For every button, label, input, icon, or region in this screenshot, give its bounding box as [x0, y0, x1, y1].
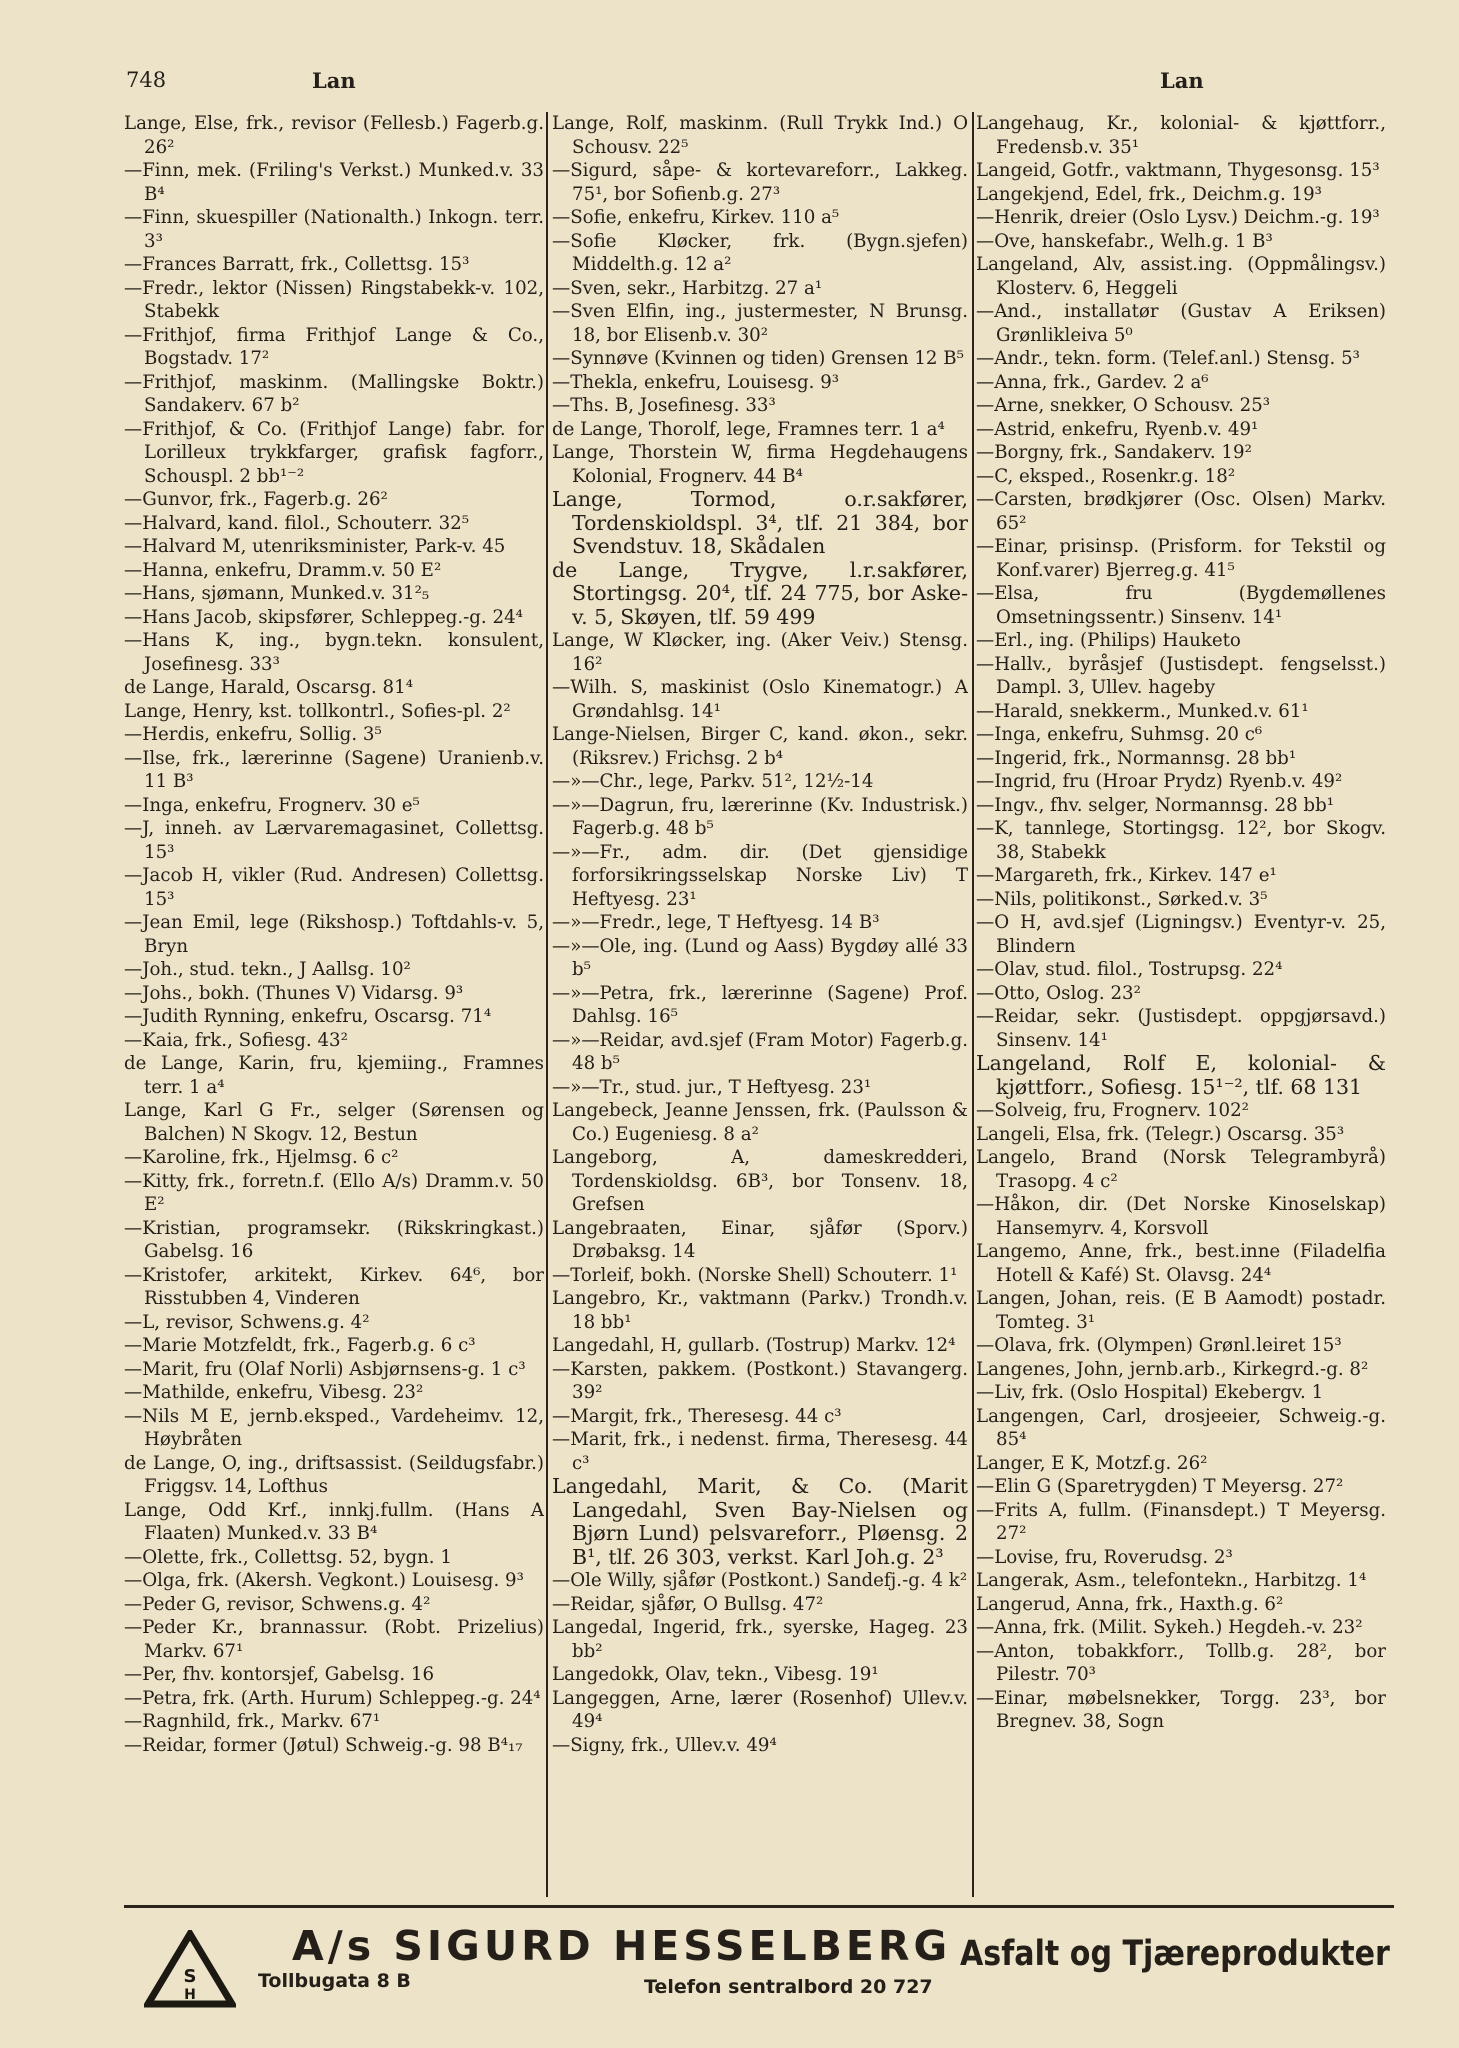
directory-entry: —O H, avd.sjef (Ligningsv.) Eventyr-v. 25, Blindern	[976, 912, 1386, 957]
directory-entry: —Sven, sekr., Harbitzg. 27 a¹	[552, 277, 823, 299]
company-products: Asfalt og Tjæreprodukter	[960, 1934, 1390, 1974]
directory-entry: Langedal, Ingerid, frk., syerske, Hageg. 23 bb²	[552, 1617, 968, 1662]
directory-entry: Lange, Karl G Fr., selger (Sørensen og Balchen) N Skogv. 12, Bestun	[124, 1100, 544, 1145]
column-3	[976, 112, 1386, 1900]
directory-entry: —»—Dagrun, fru, lærerinne (Kv. Industrisk.) Fagerb.g. 48 b⁵	[552, 794, 968, 839]
directory-entry: —Sigurd, såpe- & kortevareforr., Lakkeg. 75¹, bor Sofienb.g. 27³	[552, 160, 968, 205]
running-head-left: Lan	[312, 68, 356, 93]
directory-entry: —Ingv., fhv. selger, Normannsg. 28 bb¹	[976, 794, 1334, 816]
directory-entry: —Fredr., lektor (Nissen) Ringstabekk-v. 102, Stabekk	[124, 277, 544, 322]
directory-entry: —Anna, frk. (Milit. Sykeh.) Hegdeh.-v. 23²	[976, 1617, 1363, 1638]
company-name: A/s SIGURD HESSELBERG	[292, 1922, 952, 1970]
directory-columns	[124, 112, 1384, 1900]
directory-entry: —Ilse, frk., lærerinne (Sagene) Uranienb.v. 11 B³	[124, 747, 544, 792]
directory-entry: —Finn, skuespiller (Nationalth.) Inkogn. terr. 3³	[124, 207, 544, 252]
directory-entry: Lange, Tormod, o.r.sakfører, Tordenskioldspl. 3⁴, tlf. 21 384, bor Svendstuv. 18, Skådalen	[552, 487, 968, 558]
directory-entry: Lange, W Kløcker, ing. (Aker Veiv.) Stensg. 16²	[552, 630, 968, 675]
directory-entry: —Frithjof, firma Frithjof Lange & Co., Bogstadv. 17²	[124, 324, 544, 369]
directory-entry: Langen, Johan, reis. (E B Aamodt) postadr. Tomteg. 3¹	[976, 1288, 1386, 1333]
directory-entry: —Jacob H, vikler (Rud. Andresen) Collettsg. 15³	[124, 865, 544, 910]
directory-entry: —Wilh. S, maskinist (Oslo Kinematogr.) A Grøndahlsg. 14¹	[552, 677, 968, 722]
directory-entry: —Synnøve (Kvinnen og tiden) Grensen 12 B⁵	[552, 348, 964, 369]
directory-entry: Langedahl, H, gullarb. (Tostrup) Markv. 12⁴	[552, 1335, 956, 1356]
directory-entry: Lange, Odd Krf., innkj.fullm. (Hans A Flaaten) Munked.v. 33 B⁴	[124, 1499, 544, 1544]
directory-entry: —Margit, frk., Theresesg. 44 c³	[552, 1405, 842, 1427]
directory-entry: —Kristofer, arkitekt, Kirkev. 64⁶, bor Risstubben 4, Vinderen	[124, 1264, 544, 1309]
directory-entry: Langeggen, Arne, lærer (Rosenhof) Ullev.v. 49⁴	[552, 1687, 968, 1732]
directory-entry: de Lange, Trygve, l.r.sakfører, Stortingsg. 20⁴, tlf. 24 775, bor Aske-v. 5, Skøyen, tlf. 59 499	[552, 557, 968, 629]
directory-entry: —Ole Willy, sjåfør (Postkont.) Sandefj.-g. 4 k²	[552, 1570, 968, 1591]
directory-entry: —Per, fhv. kontorsjef, Gabelsg. 16	[124, 1664, 435, 1685]
column-1	[124, 112, 544, 1900]
directory-entry: —Reidar, sjåfør, O Bullsg. 47²	[552, 1593, 824, 1615]
directory-entry: Lange, Else, frk., revisor (Fellesb.) Fagerb.g. 26²	[124, 113, 544, 158]
svg-text:S: S	[183, 1966, 197, 1987]
directory-entry: —Sven Elfin, ing., justermester, N Brunsg. 18, bor Elisenb.v. 30²	[552, 301, 968, 346]
directory-entry: —Elsa, fru (Bygdemøllenes Omsetningssentr.) Sinsenv. 14¹	[976, 583, 1386, 628]
directory-entry: —K, tannlege, Stortingsg. 12², bor Skogv. 38, Stabekk	[976, 818, 1386, 863]
directory-entry: —Peder G, revisor, Schwens.g. 4²	[124, 1593, 431, 1615]
directory-entry: —Ove, hanskefabr., Welh.g. 1 B³	[976, 230, 1273, 252]
directory-entry: —Reidar, sekr. (Justisdept. oppgjørsavd.) Sinsenv. 14¹	[976, 1006, 1386, 1051]
directory-entry: Langebro, Kr., vaktmann (Parkv.) Trondh.v. 18 bb¹	[552, 1288, 968, 1333]
directory-entry: —Hanna, enkefru, Dramm.v. 50 E²	[124, 559, 442, 581]
directory-entry: —Elin G (Sparetrygden) T Meyersg. 27²	[976, 1476, 1344, 1497]
directory-entry: Langehaug, Kr., kolonial- & kjøttforr., Fredensb.v. 35¹	[976, 113, 1386, 158]
directory-entry: —»—Ole, ing. (Lund og Aass) Bygdøy allé 33 b⁵	[552, 935, 968, 980]
directory-entry: —Halvard, kand. filol., Schouterr. 32⁵	[124, 512, 470, 534]
directory-entry: —Carsten, brødkjører (Osc. Olsen) Markv. 65²	[976, 489, 1386, 534]
directory-entry: —Anton, tobakkforr., Tollb.g. 28², bor Pilestr. 70³	[976, 1640, 1386, 1685]
directory-entry: —Nils, politikonst., Sørked.v. 3⁵	[976, 888, 1268, 910]
directory-entry: —Judith Rynning, enkefru, Oscarsg. 71⁴	[124, 1006, 492, 1027]
directory-entry: —Erl., ing. (Philips) Hauketo	[976, 630, 1241, 651]
directory-entry: —C, eksped., Rosenkr.g. 18²	[976, 465, 1236, 487]
directory-entry: —Gunvor, frk., Fagerb.g. 26²	[124, 489, 388, 510]
directory-entry: Langeborg, A, dameskredderi, Tordenskioldsg. 6B³, bor Tonsenv. 18, Grefsen	[552, 1147, 968, 1215]
directory-entry: —Inga, enkefru, Frognerv. 30 e⁵	[124, 794, 420, 816]
directory-entry: —Arne, snekker, O Schousv. 25³	[976, 395, 1271, 416]
directory-entry: Langedahl, Marit, & Co. (Marit Langedahl, Sven Bay-Nielsen og Bjørn Lund) pelsvareforr., Pløensg. 2 B¹, tlf. 26 303, verkst. Karl Joh.g. 2³	[552, 1474, 968, 1569]
directory-entry: —Henrik, dreier (Oslo Lysv.) Deichm.-g. 19³	[976, 207, 1380, 228]
directory-entry: Langengen, Carl, drosjeeier, Schweig.-g. 85⁴	[976, 1405, 1386, 1450]
directory-entry: Lange, Rolf, maskinm. (Rull Trykk Ind.) O Schousv. 22⁵	[552, 113, 968, 158]
directory-entry: Langeland, Alv, assist.ing. (Oppmålingsv.) Klosterv. 6, Heggeli	[976, 254, 1386, 299]
directory-entry: —Nils M E, jernb.eksped., Vardeheimv. 12, Høybråten	[124, 1405, 544, 1450]
directory-entry: —Ingrid, fru (Hroar Prydz) Ryenb.v. 49²	[976, 771, 1343, 792]
directory-entry: —Thekla, enkefru, Louisesg. 9³	[552, 371, 840, 393]
directory-entry: —Frits A, fullm. (Finansdept.) T Meyersg. 27²	[976, 1499, 1386, 1544]
directory-entry: Lange, Henry, kst. tollkontrl., Sofies-pl. 2²	[124, 700, 511, 722]
directory-entry: —Kitty, frk., forretn.f. (Ello A/s) Dramm.v. 50 E²	[124, 1170, 544, 1215]
directory-entry: —Kristian, programsekr. (Rikskringkast.) Gabelsg. 16	[124, 1217, 544, 1262]
directory-entry: —Astrid, enkefru, Ryenb.v. 49¹	[976, 418, 1259, 440]
directory-entry: —Margareth, frk., Kirkev. 147 e¹	[976, 865, 1277, 886]
directory-entry: —Einar, møbelsnekker, Torgg. 23³, bor Bregnev. 38, Sogn	[976, 1687, 1386, 1732]
directory-entry: —Liv, frk. (Oslo Hospital) Ekebergv. 1	[976, 1382, 1324, 1403]
directory-entry: —Harald, snekkerm., Munked.v. 61¹	[976, 700, 1309, 722]
page-header	[0, 68, 1459, 98]
directory-entry: —Joh., stud. tekn., J Aallsg. 10²	[124, 959, 411, 980]
directory-entry: Lange-Nielsen, Birger C, kand. økon., sekr. (Riksrev.) Frichsg. 2 b⁴	[552, 724, 968, 769]
directory-entry: —Olav, stud. filol., Tostrupsg. 22⁴	[976, 959, 1283, 980]
directory-entry: —Otto, Oslog. 23²	[976, 982, 1141, 1004]
directory-entry: —Hans K, ing., bygn.tekn. konsulent, Josefinesg. 33³	[124, 630, 544, 675]
directory-entry: —»—Chr., lege, Parkv. 51², 12½-14	[552, 771, 874, 792]
directory-entry: Langenes, John, jernb.arb., Kirkegrd.-g. 8²	[976, 1358, 1369, 1380]
directory-entry: —Ragnhild, frk., Markv. 67¹	[124, 1711, 381, 1732]
directory-entry: —»—Reidar, avd.sjef (Fram Motor) Fagerb.g. 48 b⁵	[552, 1029, 968, 1074]
running-head-right: Lan	[1160, 68, 1204, 93]
company-phone: Telefon sentralbord 20 727	[644, 1976, 933, 1998]
company-address: Tollbugata 8 B	[258, 1970, 411, 1992]
triangle-logo-icon	[144, 1930, 236, 2008]
directory-entry: —»—Fr., adm. dir. (Det gjensidige forforsikringsselskap Norske Liv) T Heftyesg. 23¹	[552, 841, 968, 910]
directory-entry: —Anna, frk., Gardev. 2 a⁶	[976, 371, 1209, 393]
directory-entry: Langemo, Anne, frk., best.inne (Filadelfia Hotell & Kafé) St. Olavsg. 24⁴	[976, 1241, 1386, 1286]
svg-text:H: H	[184, 1987, 196, 2003]
directory-entry: —Marit, frk., i nedenst. firma, Theresesg. 44 c³	[552, 1429, 968, 1474]
directory-entry: —Marit, fru (Olaf Norli) Asbjørnsens-g. 1 c³	[124, 1358, 526, 1380]
directory-entry: —Frithjof, & Co. (Frithjof Lange) fabr. for Lorilleux trykkfarger, grafisk fagforr., Schouspl. 2 bb¹⁻²	[124, 418, 544, 487]
directory-entry: —»—Fredr., lege, T Heftyesg. 14 B³	[552, 912, 880, 933]
directory-entry: —Reidar, former (Jøtul) Schweig.-g. 98 B⁴₁₇	[124, 1734, 523, 1756]
directory-entry: —Solveig, fru, Frognerv. 102²	[976, 1100, 1249, 1121]
column-2	[552, 112, 968, 1900]
directory-entry: —Signy, frk., Ullev.v. 49⁴	[552, 1734, 777, 1756]
directory-entry: —Karsten, pakkem. (Postkont.) Stavangerg. 39²	[552, 1358, 968, 1403]
directory-entry: —Håkon, dir. (Det Norske Kinoselskap) Hansemyrv. 4, Korsvoll	[976, 1194, 1386, 1239]
directory-entry: —Olava, frk. (Olympen) Grønl.leiret 15³	[976, 1335, 1342, 1356]
directory-entry: —Ths. B, Josefinesg. 33³	[552, 395, 776, 416]
directory-entry: —Andr., tekn. form. (Telef.anl.) Stensg. 5³	[976, 348, 1360, 369]
directory-entry: Lange, Thorstein W, firma Hegdehaugens Kolonial, Frognerv. 44 B⁴	[552, 442, 968, 487]
directory-entry: de Lange, O, ing., driftsassist. (Seildugsfabr.) Friggsv. 14, Lofthus	[124, 1452, 544, 1497]
directory-entry: —J, inneh. av Lærvaremagasinet, Collettsg. 15³	[124, 818, 544, 863]
directory-entry: —Torleif, bokh. (Norske Shell) Schouterr. 1¹	[552, 1264, 958, 1286]
directory-entry: —Sofie, enkefru, Kirkev. 110 a⁵	[552, 207, 840, 228]
page-number: 748	[126, 68, 167, 92]
directory-entry: —Kaia, frk., Sofiesg. 43²	[124, 1029, 348, 1051]
directory-entry: Langedokk, Olav, tekn., Vibesg. 19¹	[552, 1664, 879, 1685]
directory-entry: de Lange, Thorolf, lege, Framnes terr. 1 a⁴	[552, 418, 945, 440]
directory-entry: Langebraaten, Einar, sjåfør (Sporv.) Drøbaksg. 14	[552, 1217, 968, 1262]
directory-entry: —Peder Kr., brannassur. (Robt. Prizelius) Markv. 67¹	[124, 1617, 544, 1662]
directory-entry: Langer, E K, Motzf.g. 26²	[976, 1452, 1208, 1474]
directory-entry: Langelo, Brand (Norsk Telegrambyrå) Trasopg. 4 c²	[976, 1147, 1386, 1192]
directory-entry: —Karoline, frk., Hjelmsg. 6 c²	[124, 1147, 399, 1168]
directory-entry: —Petra, frk. (Arth. Hurum) Schleppeg.-g. 24⁴	[124, 1687, 541, 1709]
directory-entry: —»—Petra, frk., lærerinne (Sagene) Prof. Dahlsg. 16⁵	[552, 982, 968, 1027]
directory-entry: Langebeck, Jeanne Jenssen, frk. (Paulsson & Co.) Eugeniesg. 8 a²	[552, 1100, 968, 1145]
directory-entry: —Inga, enkefru, Suhmsg. 20 c⁶	[976, 724, 1263, 745]
directory-entry: —Einar, prisinsp. (Prisform. for Tekstil og Konf.varer) Bjerreg.g. 41⁵	[976, 536, 1386, 581]
directory-entry: —Halvard M, utenriksminister, Park-v. 45	[124, 536, 506, 557]
directory-entry: —And., installatør (Gustav A Eriksen) Grønlikleiva 5⁰	[976, 301, 1386, 346]
directory-entry: Langerud, Anna, frk., Haxth.g. 6²	[976, 1593, 1284, 1615]
directory-entry: —Olga, frk. (Akersh. Vegkont.) Louisesg. 9³	[124, 1570, 524, 1591]
directory-entry: Langekjend, Edel, frk., Deichm.g. 19³	[976, 183, 1322, 205]
directory-entry: Langeland, Rolf E, kolonial- & kjøttforr., Sofiesg. 15¹⁻², tlf. 68 131	[976, 1051, 1386, 1099]
directory-entry: —Herdis, enkefru, Sollig. 3⁵	[124, 724, 382, 745]
directory-entry: —Lovise, fru, Roverudsg. 2³	[976, 1546, 1233, 1568]
directory-entry: —Hallv., byråsjef (Justisdept. fengselsst.) Dampl. 3, Ullev. hageby	[976, 653, 1386, 698]
directory-entry: Langerak, Asm., telefontekn., Harbitzg. 1⁴	[976, 1570, 1367, 1591]
directory-entry: Langeid, Gotfr., vaktmann, Thygesonsg. 15³	[976, 160, 1380, 181]
directory-entry: —Hans, sjømann, Munked.v. 31²₅	[124, 583, 430, 604]
directory-entry: de Lange, Harald, Oscarsg. 81⁴	[124, 677, 413, 698]
directory-entry: —Frithjof, maskinm. (Mallingske Boktr.) Sandakerv. 67 b²	[124, 371, 544, 416]
directory-entry: —Marie Motzfeldt, frk., Fagerb.g. 6 c³	[124, 1335, 476, 1356]
directory-entry: —Sofie Kløcker, frk. (Bygn.sjefen) Middelth.g. 12 a²	[552, 230, 968, 275]
directory-entry: —L, revisor, Schwens.g. 4²	[124, 1311, 370, 1333]
directory-entry: —Johs., bokh. (Thunes V) Vidarsg. 9³	[124, 982, 464, 1004]
directory-entry: —Borgny, frk., Sandakerv. 19²	[976, 442, 1252, 463]
directory-entry: —Frances Barratt, frk., Collettsg. 15³	[124, 254, 470, 275]
directory-entry: —»—Tr., stud. jur., T Heftyesg. 23¹	[552, 1076, 872, 1098]
directory-entry: —Hans Jacob, skipsfører, Schleppeg.-g. 24⁴	[124, 606, 523, 628]
directory-entry: —Jean Emil, lege (Rikshosp.) Toftdahls-v. 5, Bryn	[124, 912, 544, 957]
directory-entry: —Mathilde, enkefru, Vibesg. 23²	[124, 1382, 424, 1403]
directory-entry: de Lange, Karin, fru, kjemiing., Framnes terr. 1 a⁴	[124, 1053, 544, 1098]
advertisement-banner	[124, 1905, 1394, 2018]
directory-entry: —Ingerid, frk., Normannsg. 28 bb¹	[976, 747, 1297, 769]
directory-entry: Langeli, Elsa, frk. (Telegr.) Oscarsg. 35³	[976, 1123, 1345, 1145]
directory-entry: —Finn, mek. (Friling's Verkst.) Munked.v. 33 B⁴	[124, 160, 544, 205]
directory-entry: —Olette, frk., Collettsg. 52, bygn. 1	[124, 1546, 452, 1568]
